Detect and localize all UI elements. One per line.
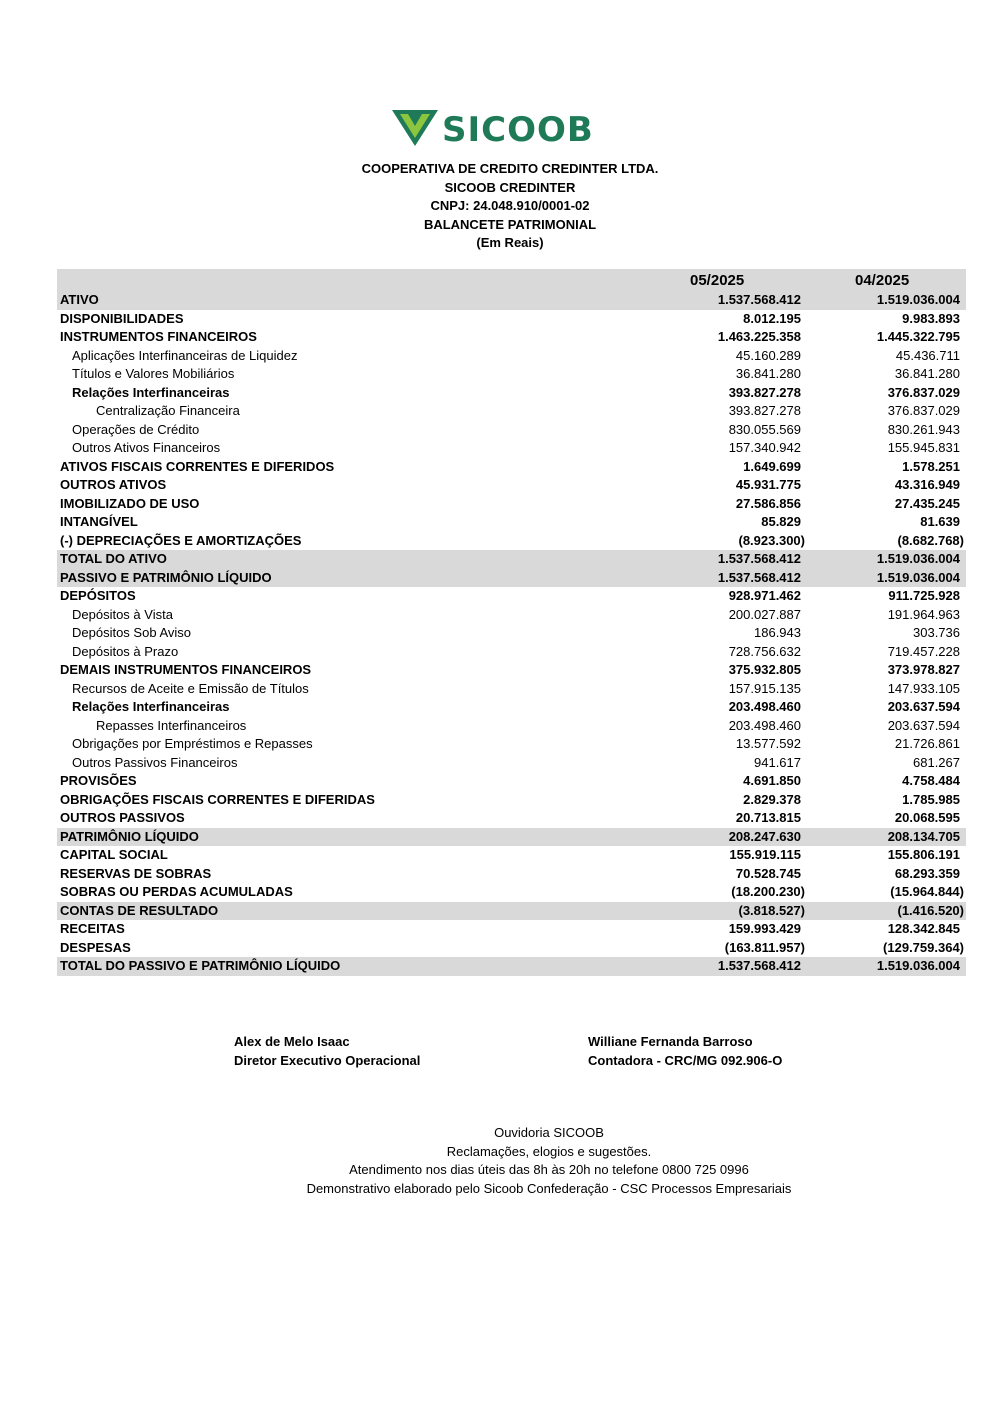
- row-label: Operações de Crédito: [72, 421, 200, 437]
- row-value-05-2025: 186.943: [754, 625, 801, 640]
- row-value-05-2025: 203.498.460: [728, 699, 801, 714]
- currency-note: (Em Reais): [476, 235, 544, 250]
- row-label: Outros Passivos Financeiros: [72, 754, 238, 770]
- row-value-04-2025: 68.293.359: [894, 865, 960, 881]
- row-value-05-2025: 157.915.135: [728, 680, 801, 696]
- row-label: Relações Interfinanceiras: [72, 699, 230, 714]
- row-value-04-2025: 1.445.322.795: [876, 329, 960, 344]
- table-row: [57, 532, 966, 551]
- table-row: [57, 902, 966, 921]
- row-value-04-2025: 203.637.594: [887, 699, 960, 714]
- column-05-2025: 05/2025: [690, 272, 745, 289]
- table-row: [57, 791, 966, 810]
- row-label: Depósitos Sob Aviso: [72, 625, 191, 640]
- document-header: [0, 160, 1000, 253]
- document-title: BALANCETE PATRIMONIAL: [423, 216, 597, 232]
- row-value-05-2025: 13.577.592: [735, 736, 801, 751]
- row-label: DEPÓSITOS: [60, 588, 136, 603]
- row-label: Depósitos à Prazo: [72, 643, 179, 659]
- row-value-04-2025: 1.519.036.004: [876, 292, 960, 307]
- row-value-05-2025: 1.537.568.412: [717, 551, 801, 566]
- row-value-05-2025: 4.691.850: [743, 773, 801, 788]
- row-value-04-2025: 45.436.711: [895, 347, 960, 363]
- row-label: Outros Ativos Financeiros: [72, 440, 221, 455]
- table-row: [57, 735, 966, 754]
- row-value-05-2025: 203.498.460: [728, 717, 801, 733]
- row-value-05-2025: 1.537.568.412: [717, 958, 801, 973]
- row-label: ATIVO: [60, 292, 99, 307]
- row-value-04-2025: 128.342.845: [887, 921, 960, 936]
- table-column-header: [57, 269, 966, 291]
- row-label: Recursos de Aceite e Emissão de Títulos: [72, 680, 309, 696]
- table-row: [57, 476, 966, 495]
- row-value-04-2025: 147.933.105: [887, 680, 960, 696]
- row-label: OUTROS ATIVOS: [60, 477, 167, 492]
- row-value-04-2025: (8.682.768): [897, 532, 964, 548]
- row-value-04-2025: 376.837.029: [887, 403, 960, 418]
- row-value-05-2025: 20.713.815: [735, 810, 801, 825]
- row-value-05-2025: 200.027.887: [728, 606, 801, 622]
- row-value-04-2025: 4.758.484: [902, 773, 960, 788]
- row-label: PROVISÕES: [60, 773, 137, 788]
- signature-left: [234, 1032, 420, 1070]
- table-row: [57, 717, 966, 736]
- row-label: Relações Interfinanceiras: [72, 384, 230, 400]
- table-row: [57, 680, 966, 699]
- row-label: CONTAS DE RESULTADO: [60, 902, 219, 918]
- row-value-05-2025: 159.993.429: [728, 921, 801, 936]
- row-value-05-2025: 36.841.280: [735, 366, 801, 381]
- signature-right-name: Williane Fernanda Barroso: [588, 1034, 753, 1049]
- row-label: RESERVAS DE SOBRAS: [60, 865, 212, 881]
- row-label: TOTAL DO PASSIVO E PATRIMÔNIO LÍQUIDO: [60, 958, 341, 973]
- row-value-05-2025: (163.811.957): [724, 939, 805, 955]
- table-row: [57, 458, 966, 477]
- row-label: Repasses Interfinanceiros: [96, 717, 247, 733]
- company-short-name: SICOOB CREDINTER: [444, 179, 576, 195]
- row-value-04-2025: 81.639: [920, 514, 960, 529]
- row-value-04-2025: 681.267: [913, 754, 960, 770]
- table-row: [57, 495, 966, 514]
- row-value-04-2025: 376.837.029: [887, 384, 960, 400]
- row-label: Títulos e Valores Mobiliários: [72, 366, 235, 381]
- row-label: INTANGÍVEL: [60, 514, 138, 529]
- row-value-04-2025: 1.519.036.004: [876, 569, 960, 585]
- row-value-05-2025: 8.012.195: [743, 310, 801, 326]
- row-value-05-2025: 2.829.378: [743, 791, 801, 807]
- row-value-05-2025: 45.160.289: [735, 347, 801, 363]
- row-label: (-) DEPRECIAÇÕES E AMORTIZAÇÕES: [60, 532, 302, 548]
- row-value-05-2025: (18.200.230): [731, 884, 805, 899]
- row-label: CAPITAL SOCIAL: [60, 847, 168, 862]
- footer-ombudsman: Ouvidoria SICOOB: [494, 1125, 604, 1140]
- table-row: [57, 957, 966, 976]
- row-label: DEMAIS INSTRUMENTOS FINANCEIROS: [60, 662, 312, 677]
- table-row: [57, 606, 966, 625]
- row-label: PATRIMÔNIO LÍQUIDO: [60, 828, 199, 844]
- footer: [0, 1124, 1000, 1198]
- row-label: DESPESAS: [60, 939, 131, 955]
- row-label: Aplicações Interfinanceiras de Liquidez: [72, 347, 298, 363]
- row-value-04-2025: 191.964.963: [887, 606, 960, 622]
- row-label: TOTAL DO ATIVO: [60, 551, 167, 566]
- row-value-04-2025: 155.945.831: [887, 440, 960, 455]
- row-value-04-2025: 1.519.036.004: [876, 958, 960, 973]
- row-value-04-2025: (129.759.364): [883, 939, 964, 955]
- row-value-04-2025: 373.978.827: [887, 662, 960, 677]
- row-value-05-2025: 393.827.278: [728, 384, 801, 400]
- table-row: [57, 661, 966, 680]
- row-value-04-2025: (1.416.520): [897, 902, 964, 918]
- balance-sheet-table: [57, 269, 966, 976]
- row-label: Obrigações por Empréstimos e Repasses: [72, 736, 313, 751]
- sicoob-logo: [392, 108, 594, 150]
- table-row: [57, 291, 966, 310]
- table-row: [57, 643, 966, 662]
- row-value-05-2025: 1.537.568.412: [717, 569, 801, 585]
- table-row: [57, 846, 966, 865]
- row-value-05-2025: 155.919.115: [729, 847, 801, 862]
- row-value-04-2025: 1.785.985: [902, 791, 960, 807]
- row-label: Depósitos à Vista: [72, 606, 173, 622]
- table-row: [57, 754, 966, 773]
- row-value-05-2025: 1.463.225.358: [717, 329, 801, 344]
- row-label: OBRIGAÇÕES FISCAIS CORRENTES E DIFERIDAS: [60, 791, 375, 807]
- table-row: [57, 772, 966, 791]
- row-value-05-2025: (3.818.527): [738, 902, 805, 918]
- table-row: [57, 698, 966, 717]
- signature-right-role: Contadora - CRC/MG 092.906-O: [588, 1053, 783, 1068]
- row-label: IMOBILIZADO DE USO: [60, 495, 200, 511]
- row-value-05-2025: 85.829: [761, 514, 801, 529]
- table-row: [57, 402, 966, 421]
- row-value-04-2025: 1.519.036.004: [876, 551, 960, 566]
- row-label: ATIVOS FISCAIS CORRENTES E DIFERIDOS: [60, 458, 335, 474]
- row-value-04-2025: 43.316.949: [894, 477, 960, 492]
- row-value-04-2025: 9.983.893: [902, 310, 960, 326]
- row-value-05-2025: 375.932.805: [728, 662, 801, 677]
- row-value-04-2025: 155.806.191: [887, 847, 960, 862]
- row-value-05-2025: 1.537.568.412: [717, 292, 801, 307]
- footer-hours: Atendimento nos dias úteis das 8h às 20h no telefone 0800 725 0996: [349, 1162, 749, 1177]
- row-label: OUTROS PASSIVOS: [60, 810, 185, 825]
- row-value-04-2025: 27.435.245: [894, 495, 960, 511]
- table-row: [57, 828, 966, 847]
- table-row: [57, 920, 966, 939]
- row-value-05-2025: 830.055.569: [728, 421, 801, 437]
- row-value-05-2025: 941.617: [754, 754, 801, 770]
- table-row: [57, 347, 966, 366]
- row-value-05-2025: 208.247.630: [728, 828, 801, 844]
- row-value-04-2025: 21.726.861: [894, 736, 960, 751]
- column-04-2025: 04/2025: [855, 272, 910, 289]
- signature-left-role: Diretor Executivo Operacional: [234, 1053, 421, 1068]
- cnpj: CNPJ: 24.048.910/0001-02: [430, 198, 590, 213]
- row-value-05-2025: 157.340.942: [728, 440, 801, 455]
- table-row: [57, 569, 966, 588]
- row-value-04-2025: 208.134.705: [887, 828, 960, 844]
- row-label: INSTRUMENTOS FINANCEIROS: [60, 329, 257, 344]
- row-value-04-2025: (15.964.844): [890, 884, 964, 899]
- footer-feedback: Reclamações, elogios e sugestões.: [446, 1143, 652, 1159]
- table-row: [57, 809, 966, 828]
- table-row: [57, 384, 966, 403]
- row-value-05-2025: 1.649.699: [743, 458, 801, 474]
- row-value-04-2025: 830.261.943: [887, 421, 960, 437]
- table-row: [57, 328, 966, 347]
- table-row: [57, 883, 966, 902]
- row-value-05-2025: 45.931.775: [735, 477, 801, 492]
- row-label: SOBRAS OU PERDAS ACUMULADAS: [60, 884, 293, 899]
- row-label: PASSIVO E PATRIMÔNIO LÍQUIDO: [60, 569, 272, 585]
- row-value-05-2025: 928.971.462: [728, 588, 801, 603]
- table-row: [57, 550, 966, 569]
- company-name: COOPERATIVA DE CREDITO CREDINTER LTDA.: [361, 161, 659, 176]
- table-row: [57, 513, 966, 532]
- table-row: [57, 865, 966, 884]
- table-row: [57, 439, 966, 458]
- row-value-04-2025: 36.841.280: [894, 366, 960, 381]
- table-row: [57, 365, 966, 384]
- logo-text: SICOOB: [442, 110, 594, 150]
- row-value-05-2025: 27.586.856: [735, 495, 801, 511]
- row-value-05-2025: 393.827.278: [728, 403, 801, 418]
- row-label: RECEITAS: [60, 921, 125, 936]
- row-value-05-2025: (8.923.300): [738, 532, 805, 548]
- table-row: [57, 939, 966, 958]
- row-value-04-2025: 20.068.595: [894, 810, 960, 825]
- table-row: [57, 310, 966, 329]
- row-value-04-2025: 303.736: [913, 625, 960, 640]
- signature-right: [588, 1032, 782, 1070]
- table-row: [57, 624, 966, 643]
- row-value-05-2025: 728.756.632: [728, 643, 801, 659]
- row-value-04-2025: 719.457.228: [887, 643, 960, 659]
- row-value-04-2025: 1.578.251: [902, 458, 960, 474]
- row-label: DISPONIBILIDADES: [60, 310, 184, 326]
- footer-credit: Demonstrativo elaborado pelo Sicoob Confederação - CSC Processos Empresariais: [306, 1180, 792, 1196]
- table-row: [57, 587, 966, 606]
- row-label: Centralização Financeira: [96, 403, 240, 418]
- row-value-04-2025: 911.725.928: [888, 588, 960, 603]
- row-value-05-2025: 70.528.745: [735, 865, 801, 881]
- row-value-04-2025: 203.637.594: [887, 717, 960, 733]
- table-row: [57, 421, 966, 440]
- signature-left-name: Alex de Melo Isaac: [234, 1034, 350, 1049]
- sicoob-triangle-icon: [392, 108, 438, 148]
